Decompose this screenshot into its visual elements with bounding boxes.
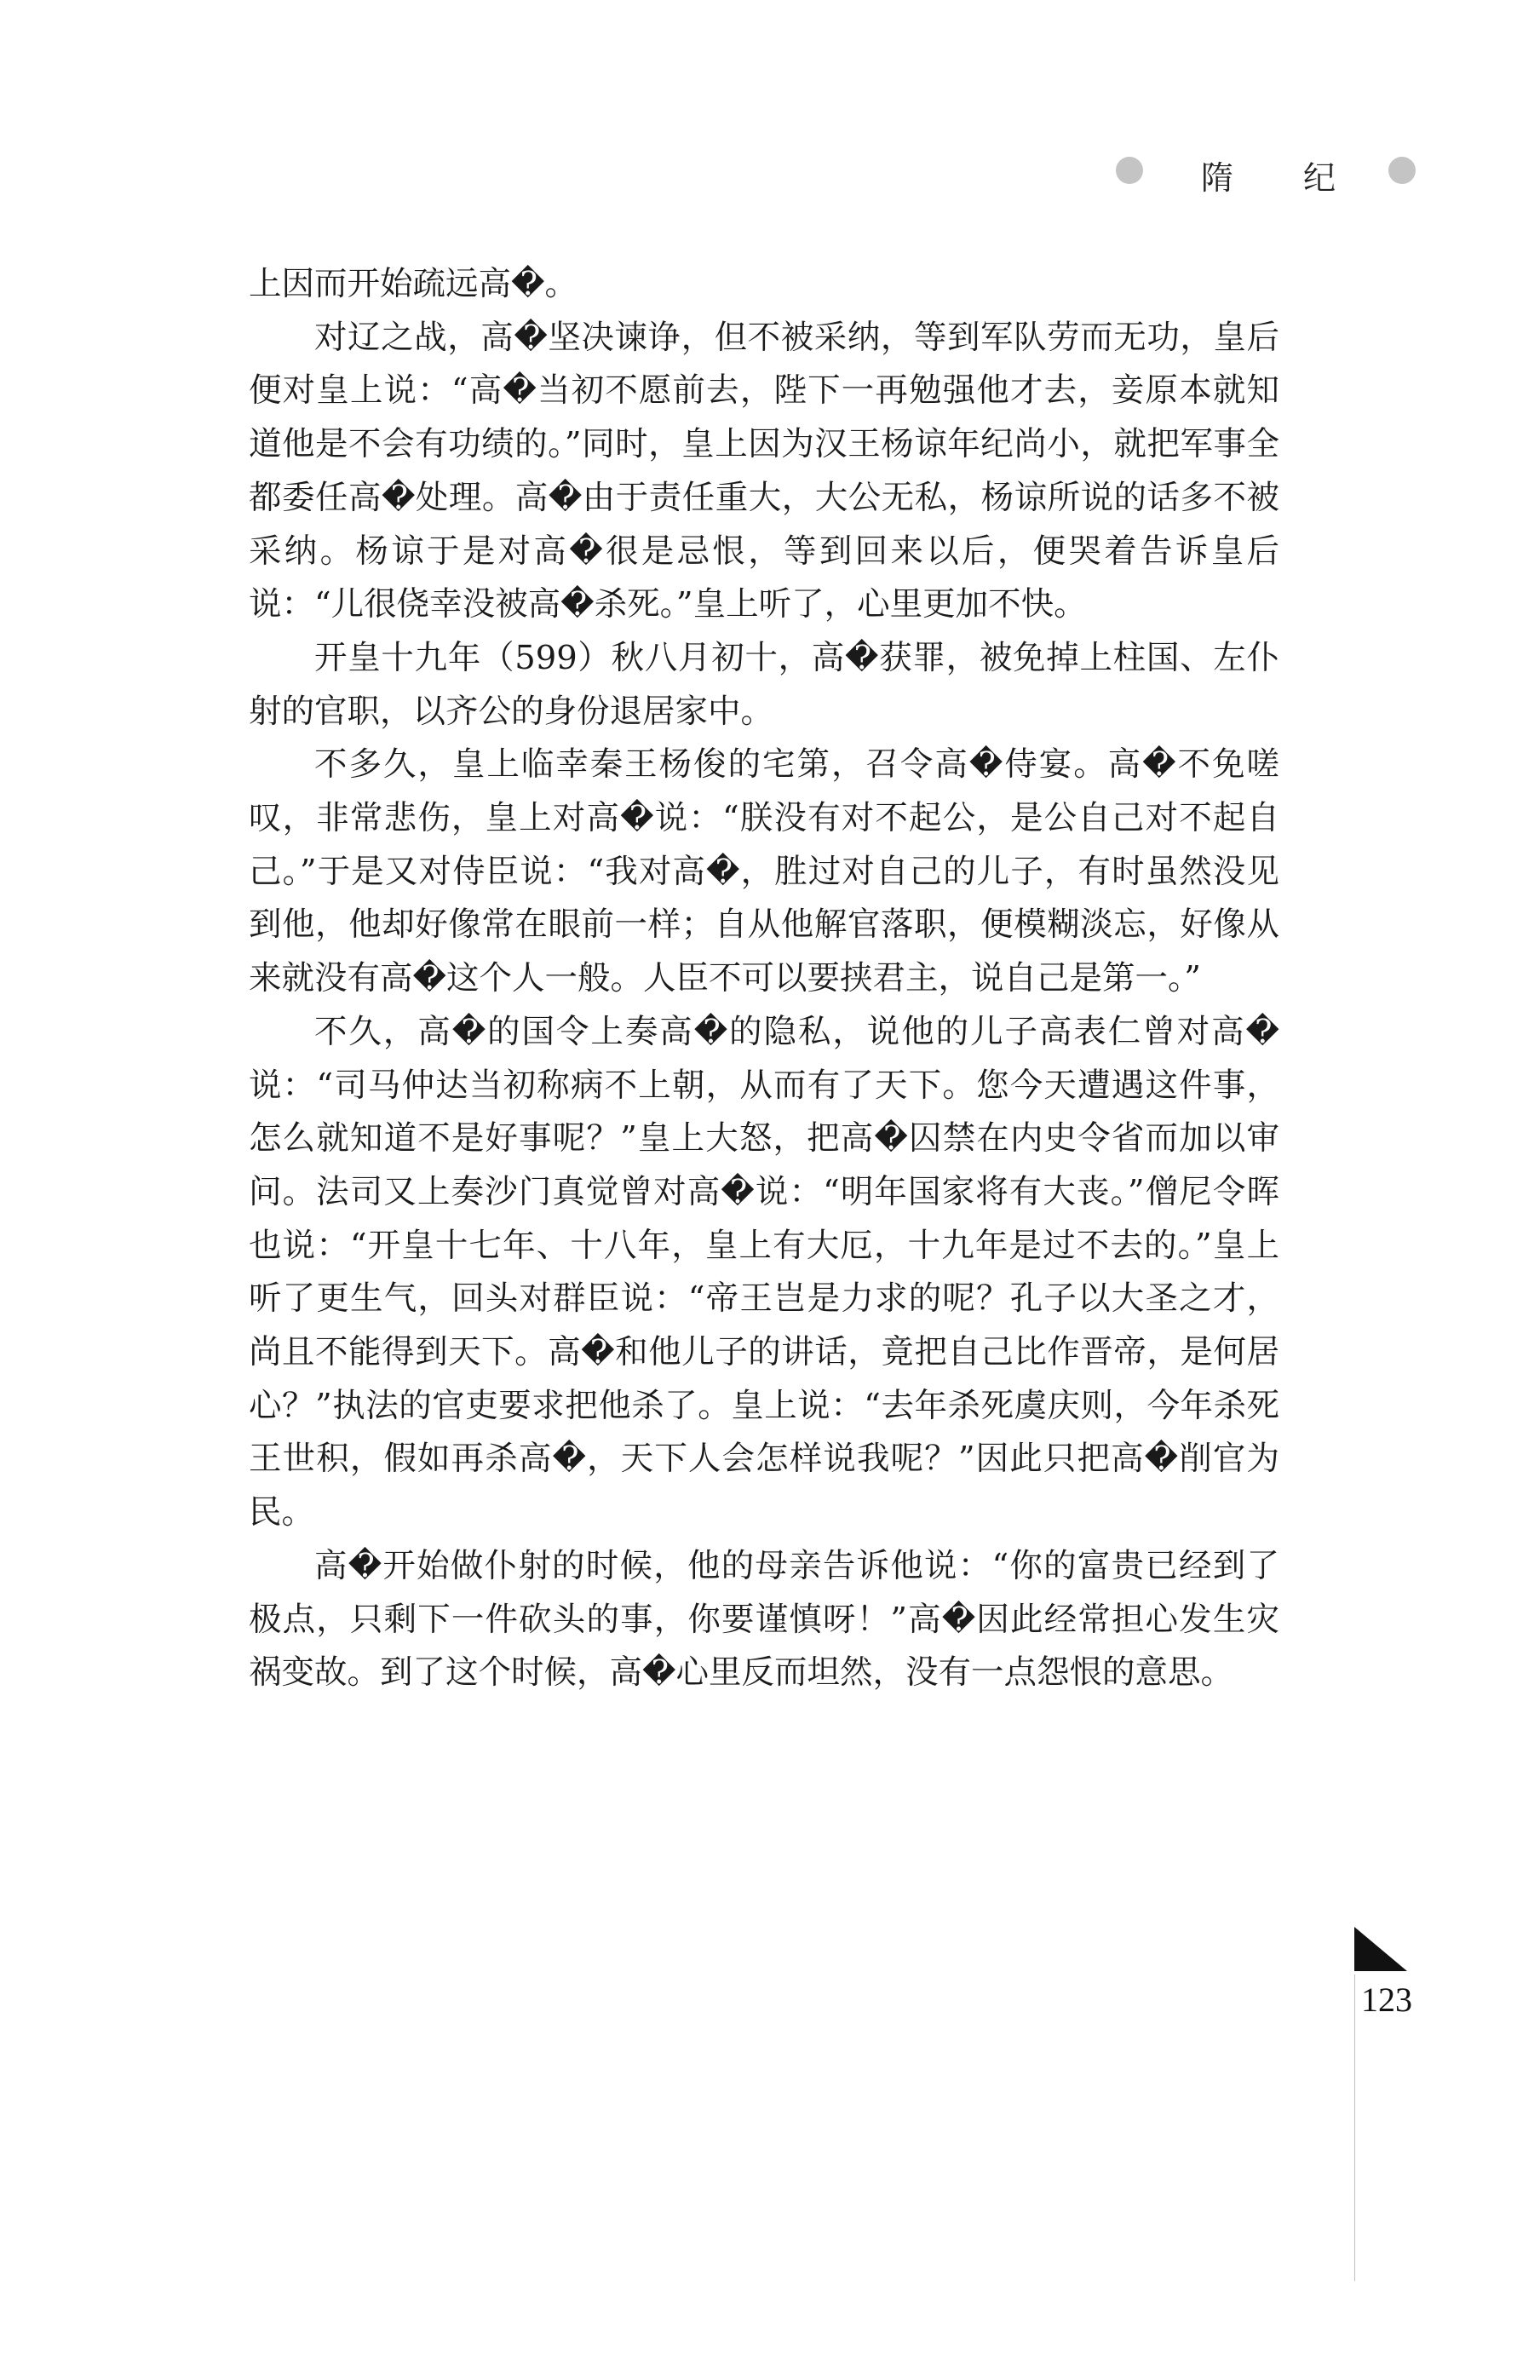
margin-rule [1354, 1975, 1355, 2281]
header-right-char: 纪 [1303, 159, 1336, 197]
paragraph: 开皇十九年（599）秋八月初十，高�获罪，被免掉上柱国、左仆射的官职，以齐公的身份退居家中。 [249, 638, 1279, 731]
running-header [1107, 145, 1431, 196]
paragraph-continued: 上因而开始疏远高�。 [249, 265, 578, 303]
paragraph: 不久，高�的国令上奏高�的隐私，说他的儿子高表仁曾对高�说：“司马仲达当初称病不上朝，从而有了天下。您今天遭遇这件事，怎么就知道不是好事呢？”皇上大怒，把高�囚禁在内史令省而加以审问。法司又上奏沙门真觉曾对高�说：“明年国家将有大丧。”僧尼令晖也说：“开皇十七年、十八年，皇上有大厄，十九年是过不去的。”皇上听了更生气，回头对群臣说：“帝王岂是力求的呢？孔子以大圣之才，尚且不能得到天下。高�和他儿子的讲话，竟把自己比作晋帝，是何居心？”执法的官吏要求把他杀了。皇上说：“去年杀死虞庆则，今年杀死王世积，假如再杀高�，天下人会怎样说我呢？”因此只把高�削官为民。 [249, 1012, 1279, 1532]
paragraph: 对辽之战，高�坚决谏诤，但不被采纳，等到军队劳而无功，皇后便对皇上说：“高�当初不愿前去，陛下一再勉强他才去，妾原本就知道他是不会有功绩的。”同时，皇上因为汉王杨谅年纪尚小，就把军事全都委任高�处理。高�由于责任重大，大公无私，杨谅所说的话多不被采纳。杨谅于是对高�很是忌恨，等到回来以后，便哭着告诉皇后说：“儿很侥幸没被高�杀死。”皇上听了，心里更加不快。 [249, 318, 1279, 624]
paragraph: 高�开始做仆射的时候，他的母亲告诉他说：“你的富贵已经到了极点，只剩下一件砍头的事，你要谨慎呀！”高�因此经常担心发生灾祸变故。到了这个时候，高�心里反而坦然，没有一点怨恨的意思。 [249, 1546, 1279, 1693]
header-right-dot-icon [1388, 157, 1416, 184]
page-corner-triangle-icon [1354, 1927, 1407, 1971]
page-number: 123 [1361, 1980, 1412, 2019]
main-text [249, 258, 1279, 1700]
header-left-char: 隋 [1201, 159, 1234, 197]
header-left-dot-icon [1116, 157, 1143, 184]
paragraph: 不多久，皇上临幸秦王杨俊的宅第，召令高�侍宴。高�不免嗟叹，非常悲伤，皇上对高�说：“朕没有对不起公，是公自己对不起自己。”于是又对侍臣说：“我对高�，胜过对自己的儿子，有时虽然没见到他，他却好像常在眼前一样；自从他解官落职，便模糊淡忘，好像从来就没有高�这个人一般。人臣不可以要挟君主，说自己是第一。” [249, 745, 1279, 998]
